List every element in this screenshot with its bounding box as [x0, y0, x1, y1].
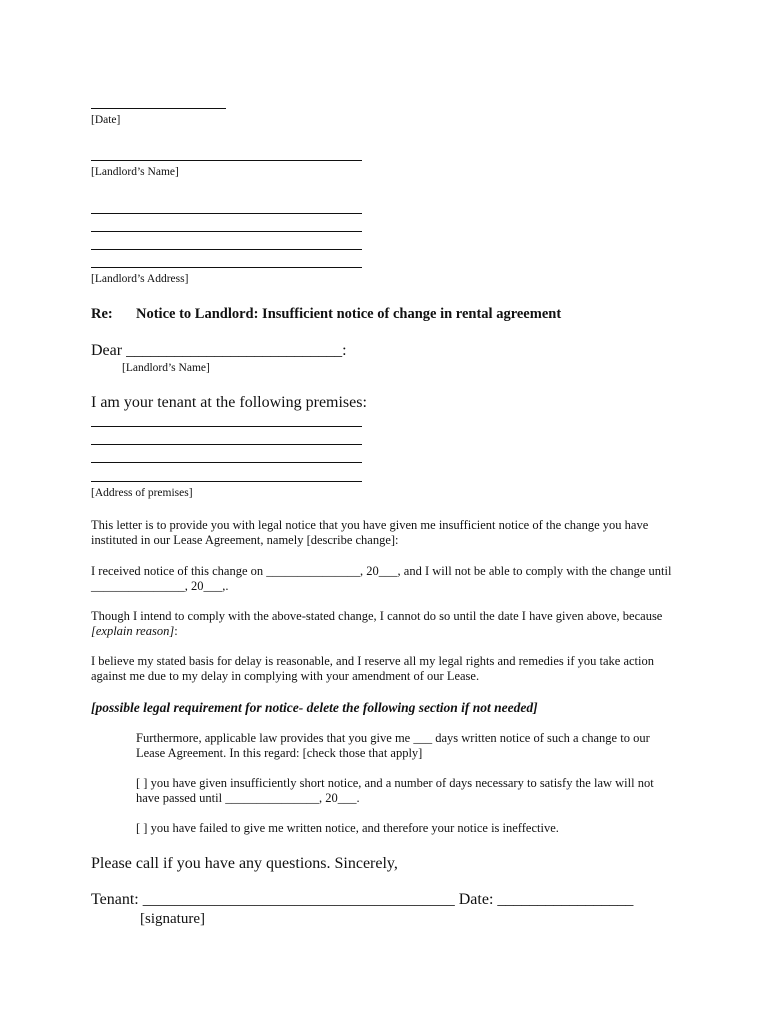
premises-line-2[interactable] [91, 444, 362, 445]
paragraph-line [91, 624, 662, 639]
explain-reason-placeholder: [explain reason] [91, 624, 175, 638]
paragraph-received-notice [91, 564, 671, 594]
landlord-address-line-3[interactable] [91, 249, 362, 250]
landlord-address-label: [Landlord’s Address] [91, 273, 189, 285]
paragraph-line: against me due to my delay in complying with your amendment of our Lease. [91, 669, 480, 683]
paragraph-reserve-rights [91, 654, 654, 684]
landlord-address-line-1[interactable] [91, 213, 362, 214]
landlord-name-label: [Landlord’s Name] [91, 166, 179, 178]
paragraph-line: I received notice of this change on _______________, 20___, and I will not be able to comply with the change until [91, 564, 672, 578]
dear-name-label: [Landlord’s Name] [122, 362, 210, 374]
premises-line-1[interactable] [91, 426, 362, 427]
paragraph-line: Furthermore, applicable law provides that you give me ___ days written notice of such a change to our [136, 731, 650, 745]
paragraph-applicable-law [136, 731, 650, 761]
checkbox-item-short-notice[interactable] [136, 776, 654, 806]
checkbox-item-no-written-notice[interactable] [136, 821, 559, 836]
tenant-signature-row [91, 891, 633, 909]
paragraph-line: I believe my stated basis for delay is reasonable, and I reserve all my legal rights and remedies if you take action [91, 654, 654, 668]
paragraph-line: [ ] you have failed to give me written notice, and therefore your notice is ineffective. [136, 821, 559, 835]
re-subject: Notice to Landlord: Insufficient notice of change in rental agreement [136, 306, 562, 322]
re-label: Re: [91, 306, 113, 322]
paragraph-line: _______________, 20___,. [91, 579, 229, 593]
paragraph-line: [ ] you have given insufficiently short notice, and a number of days necessary to satisfy the law will not [136, 776, 654, 790]
optional-section-heading: [possible legal requirement for notice- delete the following section if not needed] [91, 700, 538, 715]
paragraph-line: Though I intend to comply with the above-stated change, I cannot do so until the date I have given above, because [91, 609, 663, 623]
landlord-name-line[interactable] [91, 160, 362, 161]
paragraph-intend-comply [91, 609, 662, 639]
tenant-label: Tenant: [91, 891, 143, 908]
signature-label: [signature] [140, 911, 205, 927]
date-field[interactable]: _________________ [497, 891, 634, 908]
landlord-address-line-4[interactable] [91, 267, 362, 268]
paragraph-line: instituted in our Lease Agreement, namely [describe change]: [91, 533, 399, 547]
premises-line-3[interactable] [91, 462, 362, 463]
tenant-intro: I am your tenant at the following premises: [91, 394, 367, 411]
closing-text: Please call if you have any questions. Sincerely, [91, 855, 398, 872]
colon-text: : [174, 624, 178, 638]
premises-line-4[interactable] [91, 481, 362, 482]
paragraph-line: This letter is to provide you with legal notice that you have given me insufficient notice of the change you have [91, 518, 649, 532]
dear-line[interactable]: Dear ___________________________: [91, 342, 347, 359]
date-line[interactable] [91, 108, 226, 109]
paragraph-insufficient-notice [91, 518, 648, 548]
date-field-label: Date: [454, 891, 498, 908]
landlord-address-line-2[interactable] [91, 231, 362, 232]
tenant-signature-field[interactable]: _______________________________________ [142, 891, 455, 908]
date-label: [Date] [91, 114, 121, 126]
paragraph-line: have passed until _______________, 20___. [136, 791, 360, 805]
premises-label: [Address of premises] [91, 487, 193, 499]
paragraph-line: Lease Agreement. In this regard: [check those that apply] [136, 746, 423, 760]
